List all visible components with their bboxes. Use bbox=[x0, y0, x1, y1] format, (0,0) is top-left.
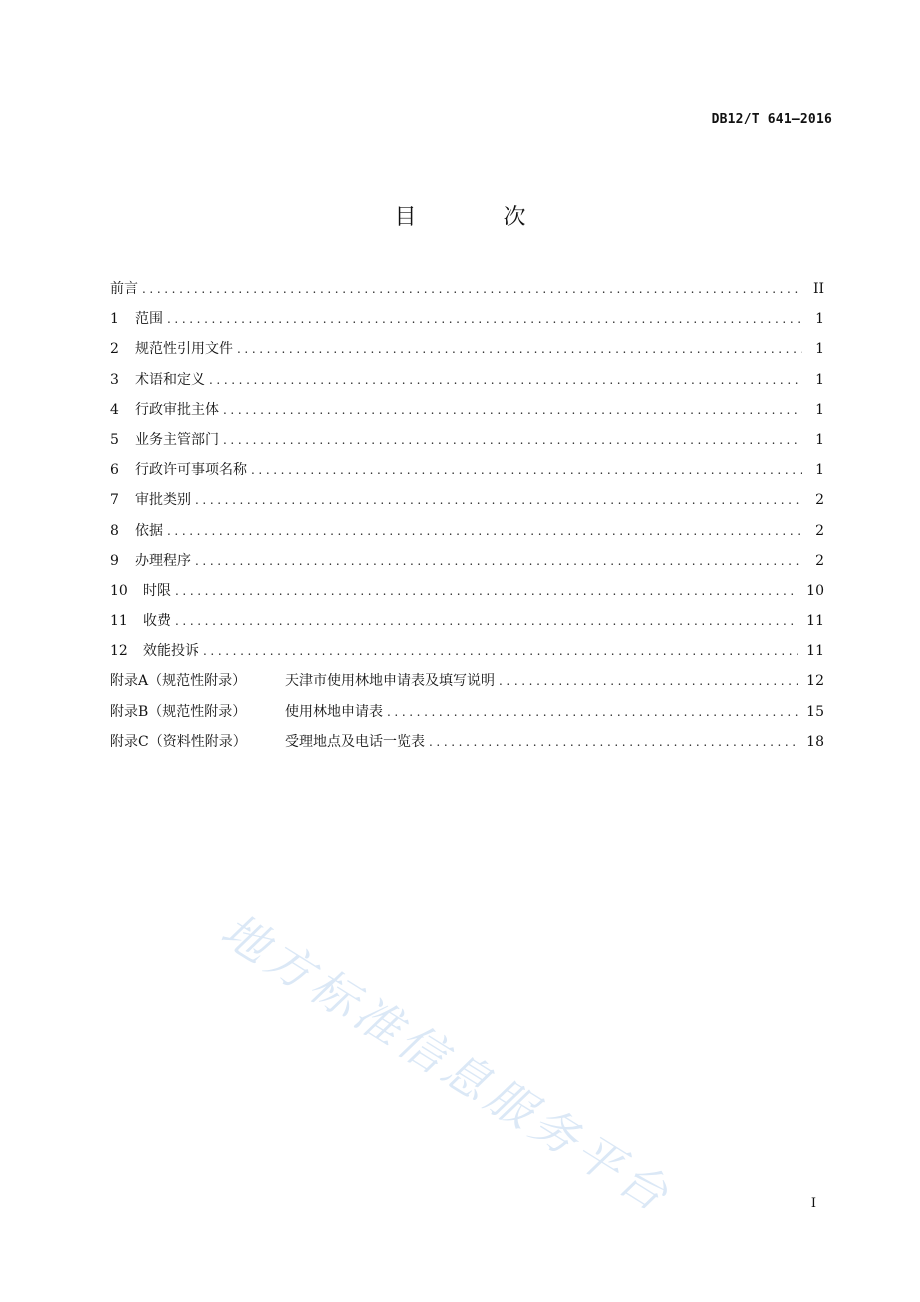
toc-entry-label: 受理地点及电话一览表 bbox=[285, 733, 425, 750]
toc-entry-page: 2 bbox=[815, 492, 824, 509]
toc-dot-leader bbox=[223, 429, 802, 451]
toc-entry-page: 1 bbox=[815, 431, 824, 448]
toc-entry-number: 4 bbox=[110, 401, 119, 418]
toc-entry-number: 12 bbox=[110, 643, 128, 660]
toc-entry-number: 3 bbox=[110, 371, 119, 388]
toc-entry-page: 1 bbox=[815, 401, 824, 418]
toc-entry-page: 11 bbox=[806, 643, 824, 660]
toc-entry-label: 行政审批主体 bbox=[135, 401, 219, 418]
toc-entry-3[interactable] bbox=[110, 369, 824, 399]
toc-entry-number: 11 bbox=[110, 613, 128, 630]
toc-entry-page: II bbox=[812, 281, 824, 297]
toc-entry-label: 办理程序 bbox=[135, 552, 191, 569]
page-number: I bbox=[810, 1196, 816, 1211]
toc-entry-7[interactable] bbox=[110, 489, 824, 519]
toc-entry-page: 12 bbox=[806, 673, 824, 690]
toc-entry-2[interactable] bbox=[110, 338, 824, 368]
toc-title: 目 次 bbox=[394, 205, 566, 230]
toc-entry-number: 7 bbox=[110, 492, 119, 509]
toc-entry-4[interactable] bbox=[110, 399, 824, 429]
toc-entry-11[interactable] bbox=[110, 610, 824, 640]
toc-entry-number: 5 bbox=[110, 431, 119, 448]
toc-entry-6[interactable] bbox=[110, 459, 824, 489]
toc-entry-1[interactable] bbox=[110, 308, 824, 338]
toc-entry-number: 2 bbox=[110, 341, 119, 358]
toc-entry-page: 10 bbox=[806, 582, 824, 599]
toc-entry-label: 天津市使用林地申请表及填写说明 bbox=[285, 673, 495, 690]
toc-entry-annex-c[interactable] bbox=[110, 731, 824, 761]
toc-dot-leader bbox=[175, 580, 798, 602]
toc-dot-leader bbox=[429, 731, 798, 753]
toc-entry-label: 时限 bbox=[143, 582, 171, 599]
toc-dot-leader bbox=[195, 550, 802, 572]
toc-entry-number: 附录B（规范性附录） bbox=[110, 703, 247, 720]
toc-entry-12[interactable] bbox=[110, 640, 824, 670]
toc-entry-page: 11 bbox=[806, 613, 824, 630]
toc-dot-leader bbox=[203, 640, 798, 662]
toc-entry-10[interactable] bbox=[110, 580, 824, 610]
toc-entry-label: 范围 bbox=[135, 311, 163, 328]
toc-entry-page: 2 bbox=[815, 522, 824, 539]
toc-entry-annex-b[interactable] bbox=[110, 701, 824, 731]
toc-dot-leader bbox=[195, 489, 802, 511]
toc-dot-leader bbox=[209, 369, 802, 391]
toc-entry-label: 前言 bbox=[110, 281, 138, 297]
toc-entry-number: 1 bbox=[110, 311, 119, 328]
toc-entry-label: 审批类别 bbox=[135, 492, 191, 509]
toc-dot-leader bbox=[387, 701, 798, 723]
toc-entry-page: 2 bbox=[815, 552, 824, 569]
toc-entry-label: 使用林地申请表 bbox=[285, 703, 383, 720]
toc-entry-number: 8 bbox=[110, 522, 119, 539]
toc-dot-leader bbox=[251, 459, 802, 481]
toc-entry-page: 1 bbox=[815, 462, 824, 479]
toc-entry-number: 10 bbox=[110, 582, 128, 599]
toc-entry-annex-a[interactable] bbox=[110, 670, 824, 700]
toc-entry-label: 术语和定义 bbox=[135, 371, 205, 388]
toc-dot-leader bbox=[142, 278, 802, 300]
toc-dot-leader bbox=[175, 610, 798, 632]
document-code: DB12/T 641—2016 bbox=[711, 112, 832, 127]
toc-dot-leader bbox=[223, 399, 802, 421]
toc-entry-number: 附录C（资料性附录） bbox=[110, 733, 247, 750]
toc-entry-page: 18 bbox=[806, 733, 824, 750]
toc-entry-9[interactable] bbox=[110, 550, 824, 580]
table-of-contents bbox=[110, 278, 824, 761]
toc-entry-8[interactable] bbox=[110, 520, 824, 550]
toc-entry-label: 业务主管部门 bbox=[135, 431, 219, 448]
toc-entry-number: 6 bbox=[110, 462, 119, 479]
toc-entry-foreword[interactable] bbox=[110, 278, 824, 308]
toc-entry-label: 规范性引用文件 bbox=[135, 341, 233, 358]
toc-entry-number: 9 bbox=[110, 552, 119, 569]
toc-entry-label: 行政许可事项名称 bbox=[135, 462, 247, 479]
toc-entry-label: 依据 bbox=[135, 522, 163, 539]
toc-entry-label: 收费 bbox=[143, 613, 171, 630]
toc-dot-leader bbox=[167, 308, 802, 330]
toc-dot-leader bbox=[237, 338, 802, 360]
toc-entry-label: 效能投诉 bbox=[143, 643, 199, 660]
toc-entry-page: 15 bbox=[806, 703, 824, 720]
toc-entry-page: 1 bbox=[815, 341, 824, 358]
toc-entry-5[interactable] bbox=[110, 429, 824, 459]
toc-dot-leader bbox=[167, 520, 802, 542]
toc-entry-number: 附录A（规范性附录） bbox=[110, 673, 247, 690]
watermark: 地方标准信息服务平台 bbox=[212, 902, 682, 1224]
toc-dot-leader bbox=[499, 670, 798, 692]
toc-entry-page: 1 bbox=[815, 371, 824, 388]
toc-entry-page: 1 bbox=[815, 311, 824, 328]
